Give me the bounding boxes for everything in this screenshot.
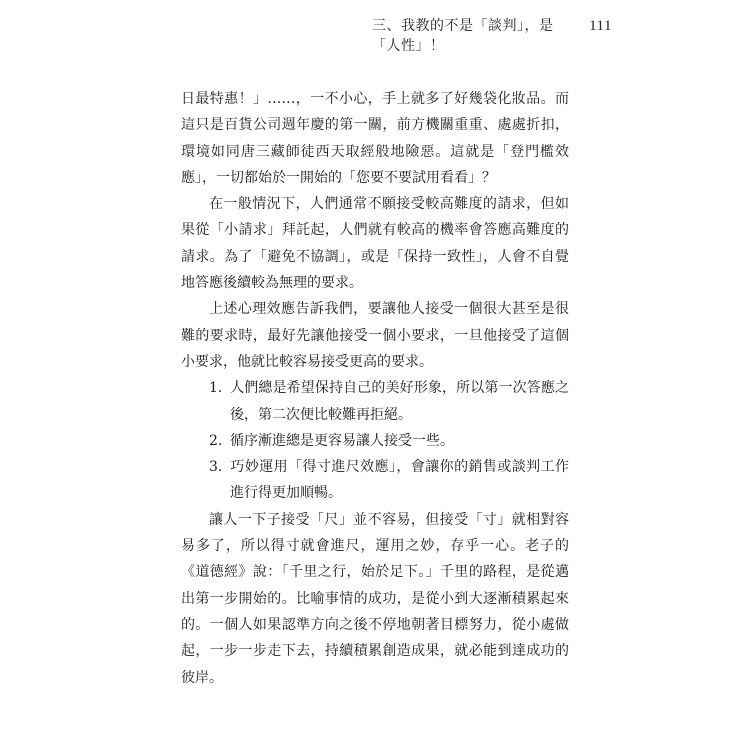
numbered-list bbox=[181, 375, 569, 506]
list-text: 巧妙運用「得寸進尺效應」，會讓你的銷售或談判工作進行得更加順暢。 bbox=[230, 459, 569, 502]
chapter-title: 三、我教的不是「談判」，是「人性」！ bbox=[372, 18, 554, 54]
list-text: 人們總是希望保持自己的美好形象，所以第一次答應之後，第二次便比較難再拒絕。 bbox=[230, 380, 569, 423]
paragraph-1: 日最特惠！」……，一不小心，手上就多了好幾袋化妝品。而這只是百貨公司週年慶的第一關，前方機關重重、處處折扣，環境如同唐三藏師徒西天取經般地險惡。這就是「登門檻效應」，一切都始於一開始的「您要不要試用看看」？ bbox=[181, 91, 569, 186]
paragraph-3: 上述心理效應告訴我們，要讓他人接受一個很大甚至是很難的要求時，最好先讓他接受一個小要求，一旦他接受了這個小要求，他就比較容易接受更高的要求。 bbox=[181, 301, 569, 370]
paragraph-4: 讓人一下子接受「尺」並不容易，但接受「寸」就相對容易多了，所以得寸就會進尺，運用之妙，存乎一心。老子的《道德經》說：「千里之行，始於足下。」千里的路程，是從邁出第一步開始的。比喻事情的成功，是從小到大逐漸積累起來的。一個人如果認準方向之後不停地朝著目標努力，從小處做起，一步一步走下去，持續積累創造成果，就必能到達成功的彼岸。 bbox=[181, 511, 569, 686]
list-item bbox=[209, 428, 569, 454]
list-number: 1. bbox=[209, 380, 223, 397]
page-number: 111 bbox=[589, 18, 612, 34]
paragraph-2: 在一般情況下，人們通常不願接受較高難度的請求，但如果從「小請求」拜託起，人們就有較高的機率會答應高難度的請求。為了「避免不協調」，或是「保持一致性」，人會不自覺地答應後續較為無理的要求。 bbox=[181, 196, 569, 292]
list-number: 3. bbox=[209, 459, 223, 476]
list-item bbox=[209, 454, 569, 507]
body-text bbox=[181, 86, 569, 691]
list-number: 2. bbox=[209, 432, 223, 449]
list-item bbox=[209, 375, 569, 428]
list-text: 循序漸進總是更容易讓人接受一些。 bbox=[230, 432, 454, 449]
running-header bbox=[372, 15, 612, 55]
